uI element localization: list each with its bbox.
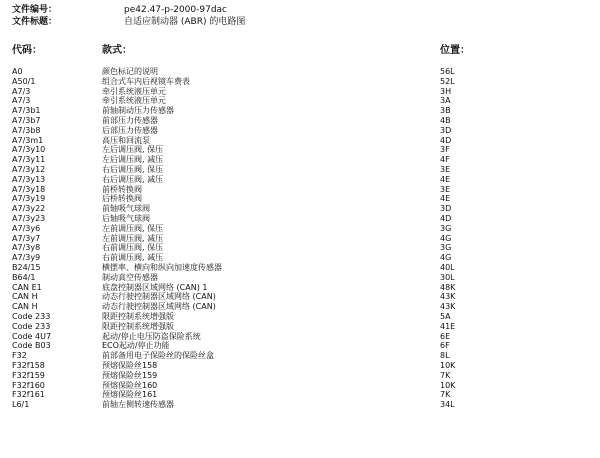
code-cell: A7/3m1 — [12, 135, 44, 145]
description-cell: 动态行驶控制器区域网络 (CAN) — [102, 292, 216, 302]
table-row — [0, 67, 600, 77]
description-cell: 前轴制动压力传感器 — [102, 106, 174, 116]
description-cell: 预熔保险丝159 — [102, 370, 158, 380]
location-cell: 3F — [440, 145, 450, 155]
table-row — [0, 283, 600, 293]
table-row — [0, 381, 600, 391]
location-cell: 4D — [440, 213, 452, 223]
location-cell: 4E — [440, 174, 451, 184]
description-cell: 动态行驶控制器区域网络 (CAN) — [102, 302, 216, 312]
location-cell: 52L — [440, 76, 455, 86]
table-row — [0, 96, 600, 106]
column-header-code: 代码： — [12, 45, 42, 56]
table-row — [0, 126, 600, 136]
location-cell: 3B — [440, 106, 451, 116]
description-cell: 前轴吸气球阀 — [102, 204, 150, 214]
description-cell: 牵引系统液压单元 — [102, 96, 166, 106]
code-cell: A7/3y13 — [12, 174, 46, 184]
code-cell: L6/1 — [12, 400, 30, 410]
column-header-desc: 款式： — [102, 45, 132, 56]
code-cell: A7/3b1 — [12, 106, 41, 116]
code-cell: A7/3y11 — [12, 155, 46, 165]
code-cell: A7/3y7 — [12, 233, 41, 243]
code-cell: A7/3y6 — [12, 223, 41, 233]
table-row — [0, 77, 600, 87]
code-cell: A7/3b7 — [12, 115, 41, 125]
location-cell: 3G — [440, 223, 452, 233]
column-header-location: 位置： — [440, 45, 470, 56]
table-row — [0, 214, 600, 224]
table-row — [0, 106, 600, 116]
code-cell: Code B03 — [12, 341, 51, 351]
table-row — [0, 400, 600, 410]
description-cell: 预熔保险丝160 — [102, 380, 158, 390]
component-table — [0, 67, 600, 410]
code-cell: B64/1 — [12, 272, 36, 282]
location-cell: 4G — [440, 233, 452, 243]
code-cell: A7/3y12 — [12, 164, 46, 174]
location-cell: 4D — [440, 135, 452, 145]
code-cell: A7/3y18 — [12, 184, 46, 194]
table-row — [0, 155, 600, 165]
location-cell: 40L — [440, 262, 455, 272]
description-cell: 后桥转换阀 — [102, 194, 142, 204]
table-row — [0, 116, 600, 126]
location-cell: 56L — [440, 67, 455, 76]
location-cell: 8L — [440, 351, 450, 361]
description-cell: 左后调压阀, 保压 — [102, 145, 164, 155]
table-row — [0, 87, 600, 97]
doc-title-label: 文件标题： — [12, 17, 58, 27]
description-cell: 限距控制系统增强版 — [102, 321, 174, 331]
code-cell: F32f158 — [12, 360, 45, 370]
location-cell: 41E — [440, 321, 456, 331]
table-row — [0, 302, 600, 312]
table-row — [0, 194, 600, 204]
code-cell: A50/1 — [12, 76, 36, 86]
location-cell: 3D — [440, 125, 452, 135]
code-cell: Code 4U7 — [12, 331, 52, 341]
location-cell: 3G — [440, 243, 452, 253]
location-cell: 7K — [440, 370, 451, 380]
description-cell: 前桥转换阀 — [102, 184, 142, 194]
table-row — [0, 145, 600, 155]
location-cell: 4F — [440, 155, 450, 165]
location-cell: 10K — [440, 380, 456, 390]
description-cell: 牵引系统液压单元 — [102, 86, 166, 96]
location-cell: 3D — [440, 204, 452, 214]
description-cell: 颜色标记的说明 — [102, 67, 158, 76]
description-cell: 左后调压阀, 减压 — [102, 155, 164, 165]
table-row — [0, 263, 600, 273]
description-cell: 右前调压阀, 减压 — [102, 253, 164, 263]
table-row — [0, 361, 600, 371]
table-row — [0, 312, 600, 322]
table-row — [0, 185, 600, 195]
code-cell: B24/15 — [12, 262, 41, 272]
location-cell: 4B — [440, 115, 451, 125]
location-cell: 4G — [440, 253, 452, 263]
description-cell: 后轴吸气球阀 — [102, 213, 150, 223]
location-cell: 43K — [440, 292, 456, 302]
code-cell: F32f160 — [12, 380, 45, 390]
table-row — [0, 253, 600, 263]
code-cell: A0 — [12, 67, 23, 76]
table-row — [0, 332, 600, 342]
location-cell: 7K — [440, 390, 451, 400]
table-row — [0, 292, 600, 302]
location-cell: 3E — [440, 164, 451, 174]
code-cell: F32f159 — [12, 370, 45, 380]
table-row — [0, 322, 600, 332]
table-row — [0, 204, 600, 214]
description-cell: 组合式车内后视镜车费表 — [102, 76, 190, 86]
description-cell: 预熔保险丝161 — [102, 390, 158, 400]
location-cell: 43K — [440, 302, 456, 312]
code-cell: A7/3y10 — [12, 145, 46, 155]
location-cell: 48K — [440, 282, 456, 292]
doc-title-value: 自适应制动器 (ABR) 的电路图 — [124, 17, 246, 27]
table-row — [0, 165, 600, 175]
description-cell: 右后调压阀, 减压 — [102, 174, 164, 184]
description-cell: 右后调压阀, 保压 — [102, 164, 164, 174]
code-cell: CAN H — [12, 302, 38, 312]
location-cell: 3H — [440, 86, 452, 96]
description-cell: 横摆率、横向和纵向加速度传感器 — [102, 262, 222, 272]
doc-number-label: 文件编号： — [12, 5, 58, 15]
location-cell: 6F — [440, 341, 450, 351]
table-row — [0, 351, 600, 361]
description-cell: 前轴左侧转速传感器 — [102, 400, 174, 410]
description-cell: 左前调压阀, 减压 — [102, 233, 164, 243]
description-cell: 预熔保险丝158 — [102, 360, 158, 370]
description-cell: 左前调压阀, 保压 — [102, 223, 164, 233]
table-row — [0, 136, 600, 146]
code-cell: A7/3b8 — [12, 125, 41, 135]
code-cell: A7/3y8 — [12, 243, 41, 253]
table-row — [0, 175, 600, 185]
description-cell: 右前调压阀, 保压 — [102, 243, 164, 253]
code-cell: Code 233 — [12, 321, 51, 331]
table-row — [0, 371, 600, 381]
doc-number-value: pe42.47-p-2000-97dac — [124, 5, 228, 15]
table-row — [0, 243, 600, 253]
location-cell: 3A — [440, 96, 451, 106]
table-row — [0, 224, 600, 234]
location-cell: 10K — [440, 360, 456, 370]
description-cell: 前部备用电子保险丝的保险丝盒 — [102, 351, 214, 361]
description-cell: 前部压力传感器 — [102, 115, 158, 125]
code-cell: F32 — [12, 351, 27, 361]
code-cell: A7/3y19 — [12, 194, 46, 204]
code-cell: A7/3 — [12, 86, 31, 96]
description-cell: 起动/停止电压防盗保险系统 — [102, 331, 201, 341]
description-cell: 限距控制系统增强版 — [102, 311, 174, 321]
table-row — [0, 390, 600, 400]
location-cell: 6E — [440, 331, 451, 341]
code-cell: A7/3 — [12, 96, 31, 106]
code-cell: A7/3y9 — [12, 253, 41, 263]
location-cell: 5A — [440, 311, 451, 321]
table-row — [0, 273, 600, 283]
location-cell: 34L — [440, 400, 455, 410]
code-cell: A7/3y23 — [12, 213, 46, 223]
table-row — [0, 341, 600, 351]
description-cell: 高压和回流泵 — [102, 135, 150, 145]
description-cell: 制动真空传感器 — [102, 272, 158, 282]
code-cell: F32f161 — [12, 390, 45, 400]
location-cell: 3E — [440, 184, 451, 194]
table-row — [0, 234, 600, 244]
code-cell: A7/3y22 — [12, 204, 46, 214]
code-cell: Code 233 — [12, 311, 51, 321]
description-cell: 后部压力传感器 — [102, 125, 158, 135]
code-cell: CAN H — [12, 292, 38, 302]
location-cell: 4E — [440, 194, 451, 204]
location-cell: 30L — [440, 272, 455, 282]
description-cell: 底盘控制器区域网络 (CAN) 1 — [102, 282, 208, 292]
description-cell: ECO起动/停止功能 — [102, 341, 170, 351]
code-cell: CAN E1 — [12, 282, 42, 292]
